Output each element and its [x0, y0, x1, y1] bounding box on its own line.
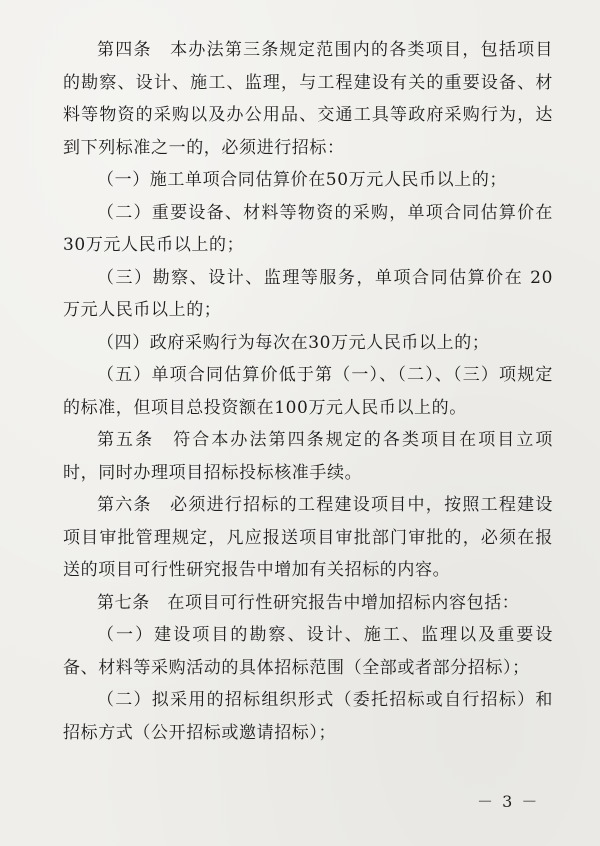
article-5-paragraph: 第五条 符合本办法第四条规定的各类项目在项目立项时，同时办理项目招标投标核准手续。 — [63, 430, 553, 483]
article-4-paragraph: 第四条 本办法第三条规定范围内的各类项目，包括项目的勘察、设计、施工、监理，与工程建设有关的重要设备、材料等物资的采购以及办公用品、交通工具等政府采购行为，达到下列标准之一的，必须进行招标： — [63, 40, 553, 158]
document-body — [63, 34, 553, 749]
article-4-item-5: （五）单项合同估算价低于第（一）、（二）、（三）项规定的标准，但项目总投资额在100万元人民币以上的。 — [63, 365, 553, 418]
article-6-paragraph: 第六条 必须进行招标的工程建设项目中，按照工程建设项目审批管理规定，凡应报送项目审批部门审批的，必须在报送的项目可行性研究报告中增加有关招标的内容。 — [63, 495, 553, 580]
article-7-paragraph: 第七条 在项目可行性研究报告中增加招标内容包括： — [97, 592, 520, 613]
article-7-item-2: （二）拟采用的招标组织形式（委托招标或自行招标）和招标方式（公开招标或邀请招标）； — [63, 690, 553, 743]
article-4-item-3: （三）勘察、设计、监理等服务，单项合同估算价在 20 万元人民币以上的； — [63, 267, 553, 320]
page-number: － 3 － — [477, 792, 540, 811]
article-4-item-4: （四）政府采购行为每次在30万元人民币以上的； — [97, 332, 490, 353]
article-4-item-1: （一）施工单项合同估算价在50万元人民币以上的； — [97, 170, 508, 190]
article-4-item-2: （二）重要设备、材料等物资的采购，单项合同估算价在30万元人民币以上的； — [63, 202, 553, 255]
article-7-item-1: （一）建设项目的勘察、设计、施工、监理以及重要设备、材料等采购活动的具体招标范围（全部或者部分招标）； — [63, 625, 553, 678]
